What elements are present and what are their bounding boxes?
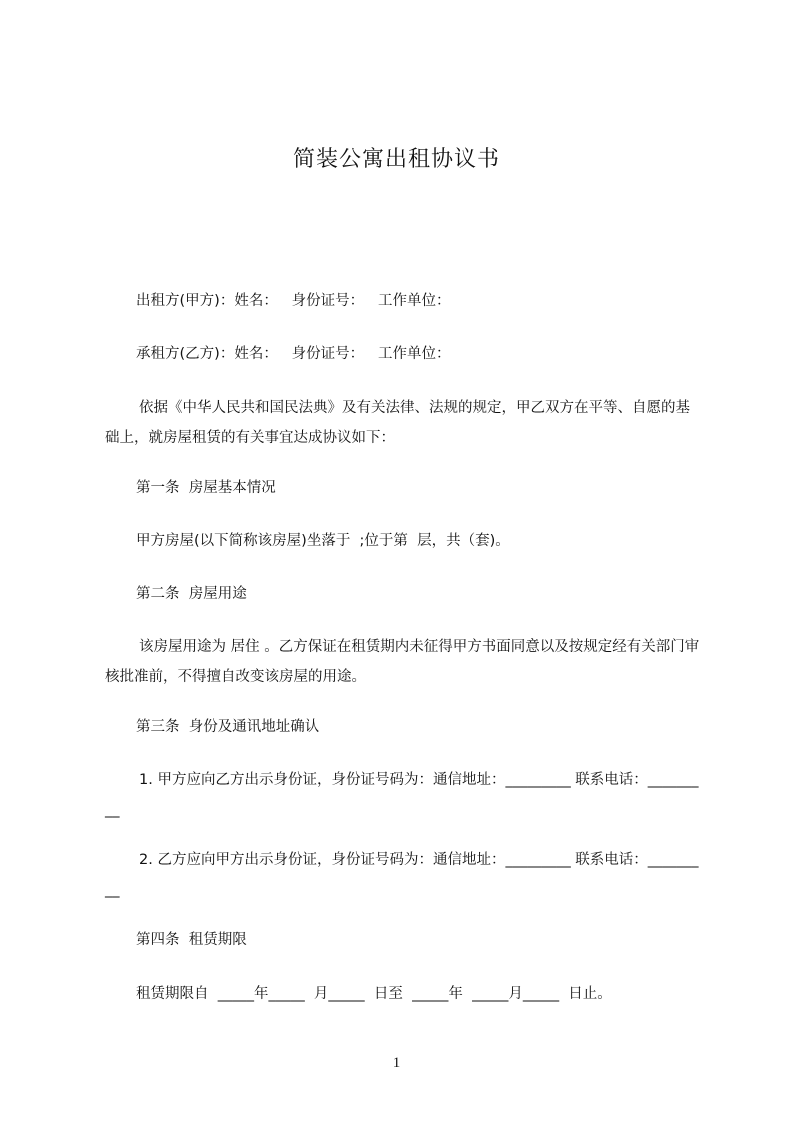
lessee-line: 承租方(乙方)：姓名： 身份证号： 工作单位： (136, 346, 451, 362)
article-4-heading: 第四条 租赁期限 (136, 932, 247, 948)
article-2-body: 该房屋用途为 居住 。乙方保证在租赁期内未征得甲方书面同意以及按规定经有关部门审核批准前，不得擅自改变该房屋的用途。 (105, 639, 700, 685)
article-3-item-1: 1. 甲方应向乙方出示身份证，身份证号码为：通信地址：_________ 联系电话：_________ (105, 772, 699, 818)
article-1-body: 甲方房屋(以下简称该房屋)坐落于 ;位于第 层，共（套)。 (136, 533, 510, 549)
lessor-line: 出租方(甲方)：姓名： 身份证号： 工作单位： (136, 293, 451, 309)
page-number: 1 (392, 1055, 401, 1071)
article-4-body: 租赁期限自 _____年_____ 月_____ 日至 _____年 _____月_____ 日止。 (136, 986, 612, 1002)
article-2-heading: 第二条 房屋用途 (136, 586, 247, 602)
article-3-heading: 第三条 身份及通讯地址确认 (136, 719, 320, 735)
intro-paragraph: 依据《中华人民共和国民法典》及有关法律、法规的规定，甲乙双方在平等、自愿的基础上，就房屋租赁的有关事宜达成协议如下： (105, 400, 690, 446)
article-3-item-2: 2. 乙方应向甲方出示身份证，身份证号码为：通信地址：_________ 联系电话：_________ (105, 852, 699, 898)
article-1-heading: 第一条 房屋基本情况 (136, 480, 276, 496)
document-title: 简装公寓出租协议书 (292, 147, 500, 172)
